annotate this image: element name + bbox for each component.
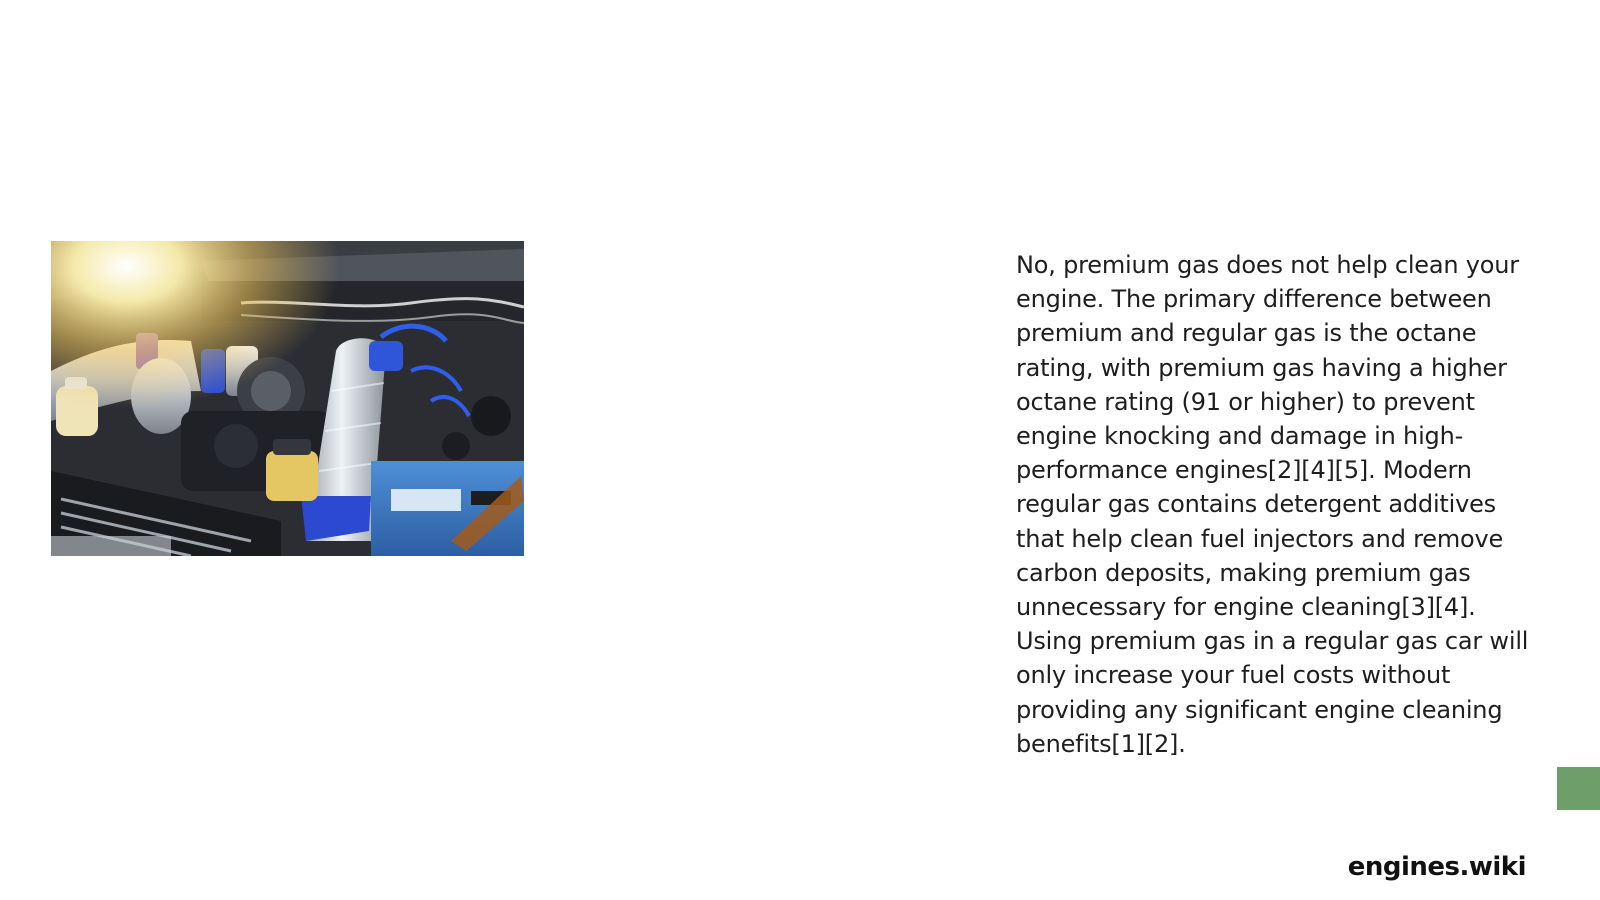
answer-paragraph: No, premium gas does not help clean your engine. The primary difference between premium and regular gas is the octane rating, with premium gas having a higher octane rating (91 or higher) to prevent engine knocking and damage in high-performance engines[2][4][5]. Modern regular gas contains detergent additives that help clean fuel injectors and remove carbon deposits, making premium gas unnecessary for engine cleaning[3][4]. Using premium gas in a regular gas car will only increase your fuel costs without providing any significant engine cleaning benefits[1][2]. (1016, 251, 1529, 758)
accent-tab (1557, 767, 1600, 810)
engine-bay-photo (51, 241, 524, 556)
brand-logo-text: engines.wiki (1347, 852, 1526, 882)
